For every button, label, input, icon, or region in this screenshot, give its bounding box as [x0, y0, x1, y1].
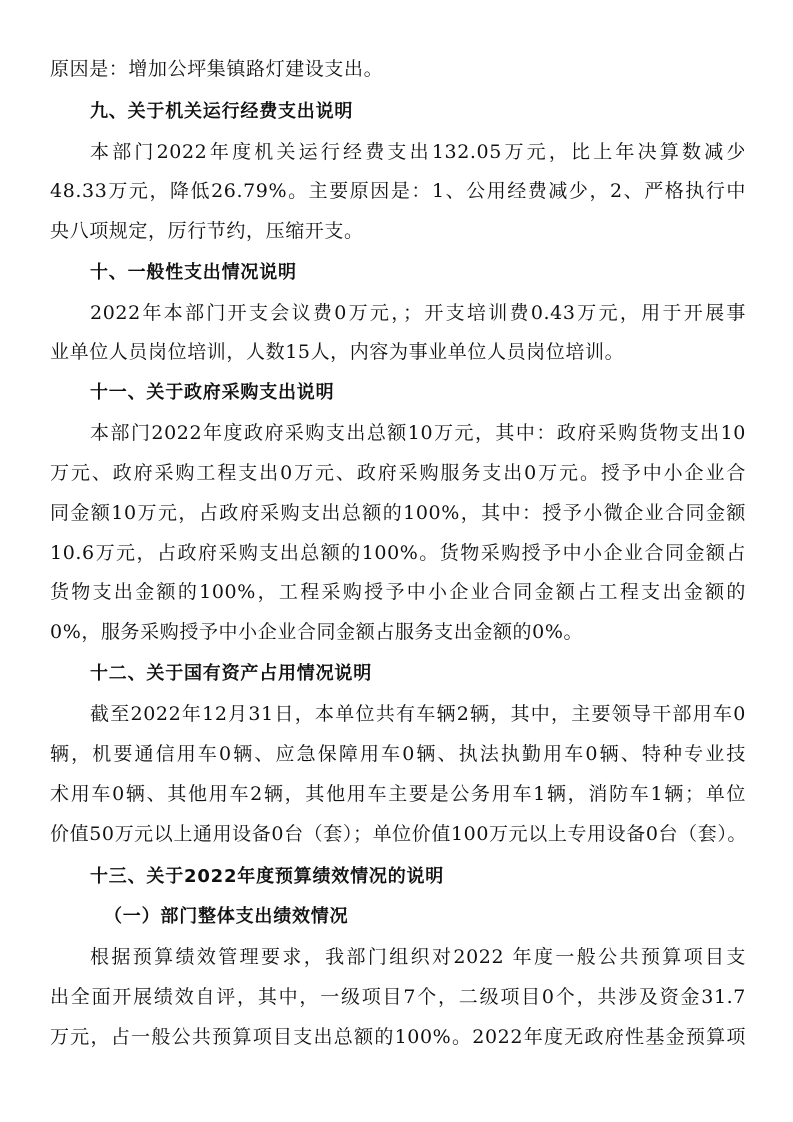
paragraph-line: 48.33万元，降低26.79%。主要原因是：1、公用经费减少，2、严格执行中	[50, 180, 746, 202]
paragraph-line: 本部门2022年度政府采购支出总额10万元，其中：政府采购货物支出10	[90, 422, 746, 444]
paragraph-line: 价值50万元以上通用设备0台（套）；单位价值100万元以上专用设备0台（套）。	[50, 823, 748, 845]
paragraph-line: 万元，占一般公共预算项目支出总额的100%。2022年度无政府性基金预算项	[50, 1026, 746, 1048]
section-heading: （一）部门整体支出绩效情况	[104, 906, 349, 927]
paragraph-line: 0%，服务采购授予中小企业合同金额占服务支出金额的0%。	[50, 621, 584, 643]
paragraph-line: 本部门2022年度机关运行经费支出132.05万元，比上年决算数减少	[90, 141, 746, 163]
paragraph-line: 业单位人员岗位培训，人数15人，内容为事业单位人员岗位培训。	[50, 341, 625, 363]
section-heading: 十一、关于政府采购支出说明	[90, 382, 335, 403]
paragraph-line: 截至2022年12月31日，本单位共有车辆2辆，其中，主要领导干部用车0	[90, 703, 746, 725]
paragraph-line: 央八项规定，厉行节约，压缩开支。	[50, 220, 364, 242]
paragraph-line: 2022年本部门开支会议费0万元，；开支培训费0.43万元，用于开展事	[90, 302, 746, 324]
section-heading: 九、关于机关运行经费支出说明	[90, 101, 354, 122]
paragraph-line: 辆，机要通信用车0辆、应急保障用车0辆、执法执勤用车0辆、特种专业技	[50, 743, 746, 765]
paragraph-line: 10.6万元，占政府采购支出总额的100%。货物采购授予中小企业合同金额占	[50, 542, 746, 564]
paragraph-line: 原因是：增加公坪集镇路灯建设支出。	[50, 58, 384, 80]
section-heading: 十二、关于国有资产占用情况说明	[90, 663, 372, 684]
paragraph-line: 出全面开展绩效自评，其中，一级项目7个，二级项目0个，共涉及资金31.7	[50, 986, 746, 1008]
paragraph-line: 货物支出金额的100%，工程采购授予中小企业合同金额占工程支出金额的	[50, 581, 746, 603]
section-heading: 十、一般性支出情况说明	[90, 262, 297, 283]
paragraph-line: 术用车0辆、其他用车2辆，其他用车主要是公务用车1辆，消防车1辆；单位	[50, 783, 746, 805]
paragraph-line: 万元、政府采购工程支出0万元、政府采购服务支出0万元。授予中小企业合	[50, 462, 746, 484]
paragraph-line: 根据预算绩效管理要求，我部门组织对2022 年度一般公共预算项目支	[90, 946, 746, 968]
paragraph-line: 同金额10万元，占政府采购支出总额的100%，其中：授予小微企业合同金额	[50, 502, 746, 524]
section-heading: 十三、关于2022年度预算绩效情况的说明	[90, 866, 445, 887]
